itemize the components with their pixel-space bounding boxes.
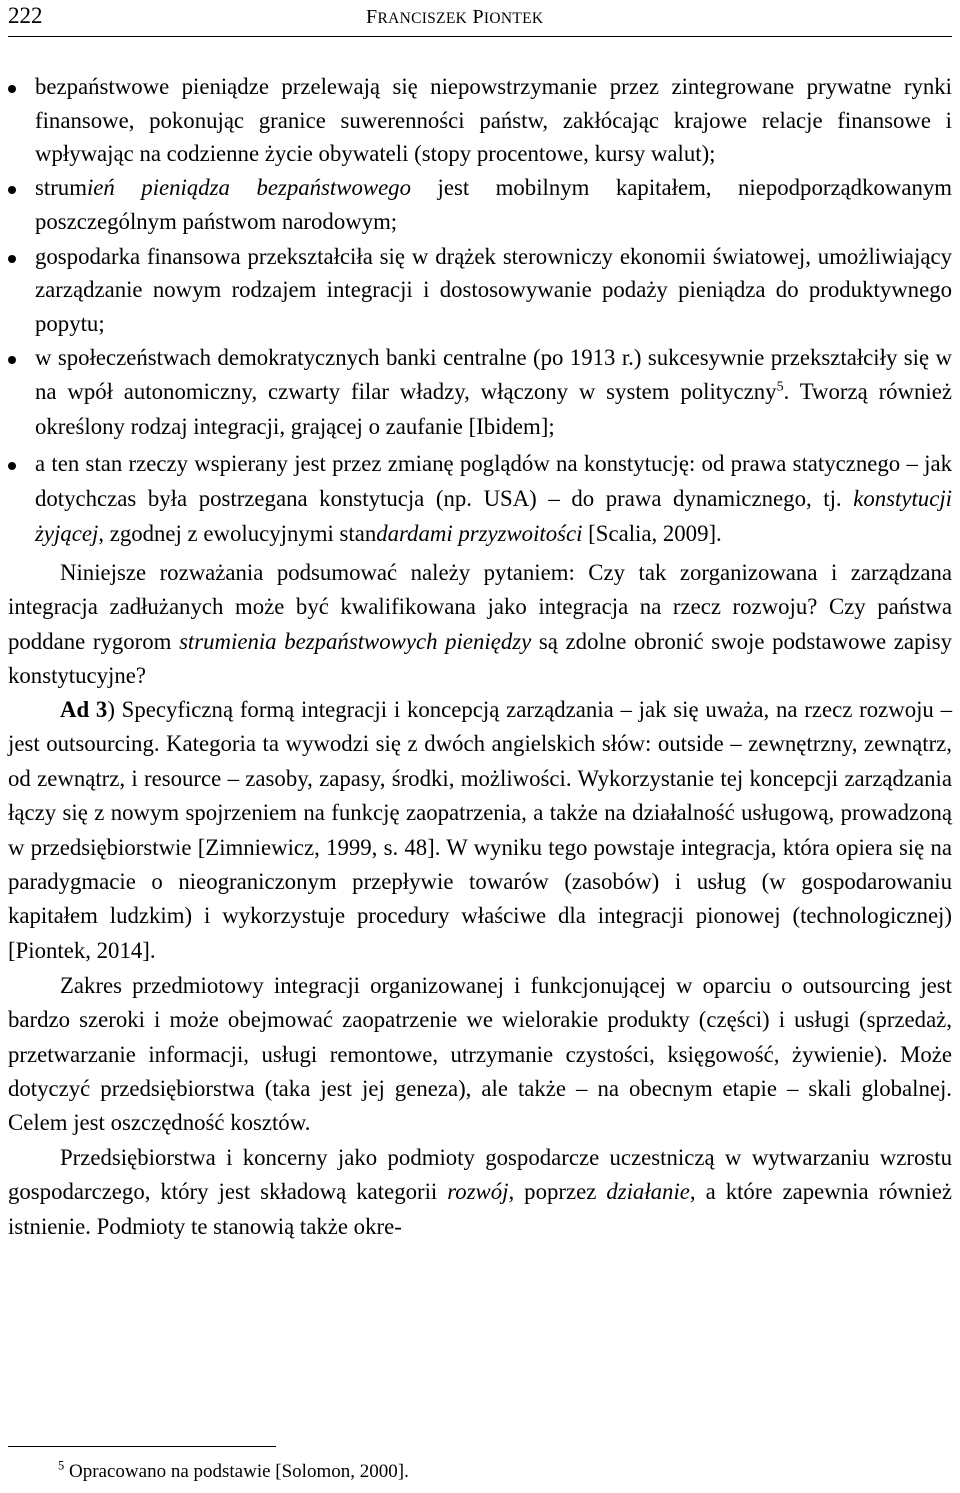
paragraph: Ad 3) Specyficzną formą integracji i koncepcją zarządzania – jak się uważa, na rzecz rozwoju – jest outsourcing. Kategoria ta wywodzi się z dwóch angielskich słów: outside – zewnętrzny, zewnątrz, od zewnątrz, i resource – zasoby, zapasy, środki, możliwości. Wykorzystanie tej koncepcji zarządzania łączy się z nowym spojrzeniem na funkcję zaopatrzenia, a także na działalność usługową, prowadzoną w przedsiębiorstwie [Zimniewicz, 1999, s. 48]. W wyniku tego powstaje integracja, która opiera się na paradygmacie o nieograniczonym przepływie towarów (zasobów) i usług (w gospodarowaniu kapitałem ludzkim) i wykorzystuje procedury właściwe dla integracji pionowej (technologicznej) [Piontek, 2014].	[8, 697, 952, 963]
paragraph: Przedsiębiorstwa i koncerny jako podmioty gospodarcze uczestniczą w wytwarzaniu wzrostu gospodarczego, który jest składową kategorii rozwój, poprzez działanie, a które zapewnia również istnienie. Podmioty te stanowią także okre-	[8, 1145, 952, 1239]
section-marker: Ad 3	[60, 697, 108, 722]
bullet-item: bezpaństwowe pieniądze przelewają się niepowstrzymanie przez zintegrowane prywatne rynki finansowe, pokonując granice suwerenności państw, zakłócając krajowe relacje finansowe i wpływając na codzienne życie obywateli (stopy procentowe, kursy walut);	[8, 70, 952, 171]
bullet-list	[8, 70, 952, 551]
bullet-icon	[8, 255, 16, 263]
body-text	[8, 70, 952, 1244]
bullet-icon	[8, 186, 16, 194]
footnote-number: 5	[58, 1458, 65, 1473]
footnote-divider	[8, 1446, 276, 1447]
running-head-author: FRANCISZEK PIONTEK	[366, 6, 544, 28]
footnote: $^5$ Opracowano na podstawie [Solomon, 2000].	[58, 1458, 409, 1482]
bullet-item: gospodarka finansowa przekształciła się w drążek sterowniczy ekonomii światowej, umożliwiający zarządzanie nowym rodzajem integracji i dostosowywanie podaży pieniądza do produktywnego popytu;	[8, 240, 952, 341]
bullet-item: w społeczeństwach demokratycznych banki centralne (po 1913 r.) sukcesywnie przekształciły się w na wpół autonomiczny, czwarty filar władzy, włączony w system polityczny$^5$. Tworzą również określony rodzaj integracji, grającej o zaufanie [Ibidem];	[8, 341, 952, 445]
page-number: 222	[8, 3, 43, 28]
paragraph: Zakres przedmiotowy integracji organizowanej i funkcjonującej w oparciu o outsourcing jest bardzo szeroki i może obejmować zaopatrzenie we wielorakie produkty (części) i usługi (sprzedaż, przetwarzanie informacji, usługi remontowe, utrzymanie czystości, księgowość, żywienie). Może dotyczyć przedsiębiorstwa (taka jest jej geneza), ale także – na obecnym etapie – skali globalnej. Celem jest oszczędność kosztów.	[8, 973, 952, 1136]
bullet-item: strumień pieniądza bezpaństwowego jest mobilnym kapitałem, niepodporządkowanym poszczególnym państwom narodowym;	[8, 171, 952, 238]
bullet-icon	[8, 85, 16, 93]
paragraph: Niniejsze rozważania podsumować należy pytaniem: Czy tak zorganizowana i zarządzana integracja zadłużanych może być kwalifikowana jako integracja na rzecz rozwoju? Czy państwa poddane rygorom strumienia bezpaństwowych pieniędzy są zdolne obronić swoje podstawowe zapisy konstytucyjne?	[8, 560, 952, 688]
bullet-icon	[8, 462, 16, 470]
bullet-icon	[8, 356, 16, 364]
bullet-item: a ten stan rzeczy wspierany jest przez zmianę poglądów na konstytucję: od prawa statycznego – jak dotychczas była postrzegana konstytucja (np. USA) – do prawa dynamicznego, tj. konstytucji żyjącej, zgodnej z ewolucyjnymi standardami przyzwoitości [Scalia, 2009].	[8, 447, 952, 551]
footnote-ref: 5	[776, 379, 784, 395]
page-header	[8, 0, 952, 37]
